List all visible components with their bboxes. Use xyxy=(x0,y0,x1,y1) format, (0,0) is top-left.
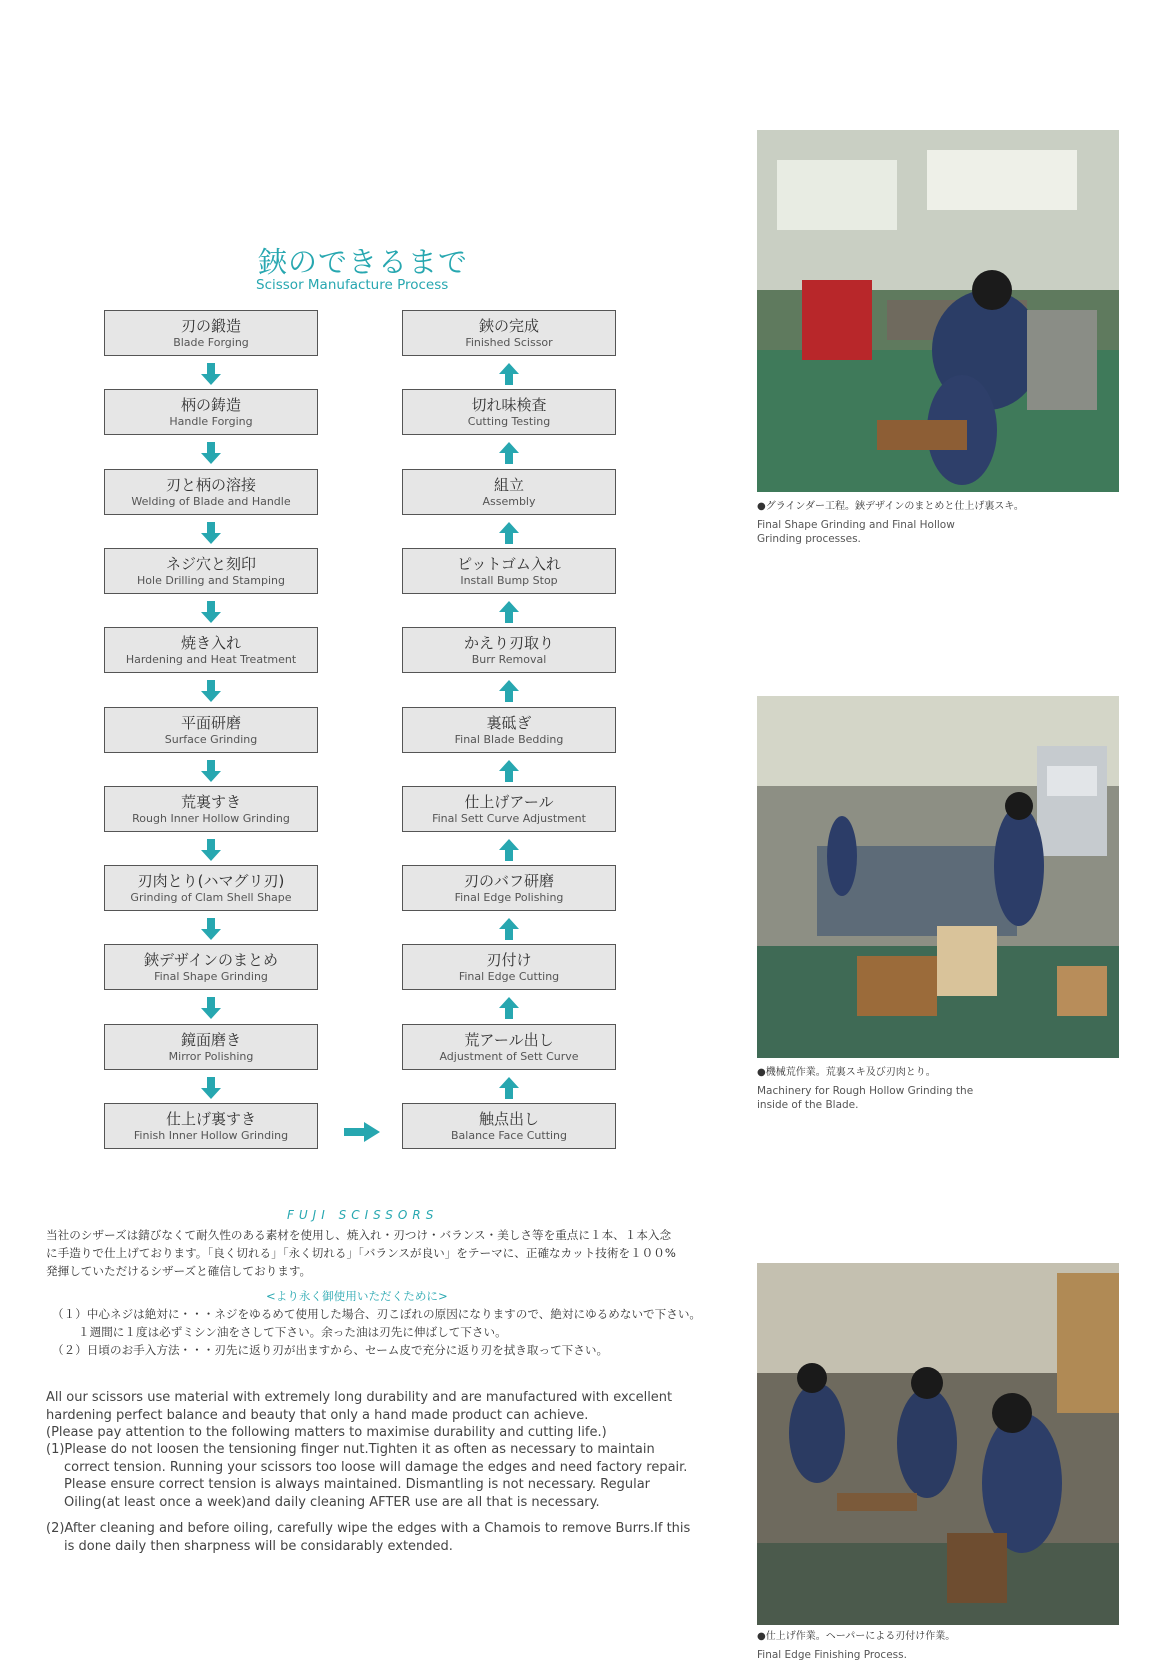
english-intro: All our scissors use material with extremely long durability and are manufactured with excellent hardening perfect balance and beauty that only a hand made product can achieve. xyxy=(46,1390,673,1423)
step-label-en: Finished Scissor xyxy=(465,336,553,349)
step-label-jp: ネジ穴と刻印 xyxy=(165,555,256,573)
process-step-left xyxy=(104,707,318,753)
arrow-up-icon xyxy=(499,522,519,544)
step-label-en: Hole Drilling and Stamping xyxy=(137,574,285,587)
photo-caption-jp: ●機械荒作業。荒裏スキ及び刃肉とり。 xyxy=(757,1067,936,1078)
process-step-right xyxy=(402,1103,616,1149)
step-label-en: Final Shape Grinding xyxy=(154,970,268,983)
arrow-down-icon xyxy=(201,363,221,385)
step-label-en: Grinding of Clam Shell Shape xyxy=(130,891,292,904)
step-label-jp: 鋏の完成 xyxy=(478,317,539,335)
step-label-jp: 裏砥ぎ xyxy=(486,714,532,732)
step-label-jp: 鏡面磨き xyxy=(180,1031,241,1049)
step-label-jp: 触点出し xyxy=(478,1110,539,1128)
arrow-up-icon xyxy=(499,442,519,464)
step-label-en: Adjustment of Sett Curve xyxy=(439,1050,579,1063)
photo-caption-jp: ●仕上げ作業。ヘーパーによる刃付け作業。 xyxy=(757,1631,956,1642)
care-item: （２）日頃のお手入方法・・・刃先に返り刃が出ますから、セーム皮で充分に返り刃を拭き取って下さい。 xyxy=(52,1343,609,1357)
step-label-en: Mirror Polishing xyxy=(168,1050,254,1063)
step-label-en: Assembly xyxy=(482,495,536,508)
process-step-right xyxy=(402,865,616,911)
step-label-jp: 組立 xyxy=(493,476,524,494)
step-label-en: Handle Forging xyxy=(169,415,253,428)
step-label-en: Final Edge Cutting xyxy=(458,970,560,983)
step-label-en: Blade Forging xyxy=(173,336,249,349)
step-label-jp: 鋏デザインのまとめ xyxy=(144,951,278,969)
arrow-down-icon xyxy=(201,601,221,623)
step-label-en: Burr Removal xyxy=(471,653,547,666)
arrow-right-icon xyxy=(344,1122,380,1142)
english-care-1: (1)Please do not loosen the tensioning finger nut.Tighten it as often as necessary to maintain correct tension. Running your scissors too loose will damage the edges and need factory repair. Please ensure correct tension is always maintained. Dismantling is not necessary. Regular Oiling(at least once a week)and daily cleaning AFTER use are all that is necessary. xyxy=(46,1442,688,1510)
page-title-jp: 鋏のできるまで xyxy=(258,245,469,279)
step-label-jp: 刃の鍛造 xyxy=(180,317,241,335)
step-label-jp: 仕上げアール xyxy=(464,793,554,811)
english-note: (Please pay attention to the following matters to maximise durability and cutting life.) xyxy=(46,1425,607,1440)
arrow-up-icon xyxy=(499,1077,519,1099)
process-step-right xyxy=(402,786,616,832)
process-step-left xyxy=(104,310,318,356)
arrow-down-icon xyxy=(201,1077,221,1099)
step-label-en: Welding of Blade and Handle xyxy=(131,495,291,508)
arrow-up-icon xyxy=(499,918,519,940)
care-title: <より永く御使用いただくために> xyxy=(266,1289,448,1303)
step-label-jp: ピットゴム入れ xyxy=(457,555,561,573)
process-step-left xyxy=(104,944,318,990)
process-step-right xyxy=(402,1024,616,1070)
intro-jp-paragraph: 当社のシザーズは錆びなくて耐久性のある素材を使用し、焼入れ・刃つけ・バランス・美しさ等を重点に１本、１本入念に手造りで仕上げております。「良く切れる」「永く切れる」「バランスが良い」をテーマに、正確なカット技術を１００%発揮していただけるシザーズと確信しております。 xyxy=(46,1228,676,1278)
photo-caption-en: Final Edge Finishing Process. xyxy=(757,1649,907,1661)
arrow-up-icon xyxy=(499,680,519,702)
arrow-down-icon xyxy=(201,680,221,702)
process-step-right xyxy=(402,389,616,435)
arrow-up-icon xyxy=(499,363,519,385)
arrow-up-icon xyxy=(499,601,519,623)
photo-machinery-room xyxy=(757,696,1119,1058)
care-item: （１）中心ネジは絶対に・・・ネジをゆるめて使用した場合、刃こぼれの原因になりますので、絶対にゆるめないで下さい。１週間に１度は必ずミシン油をさして下さい。余った油は刃先に伸ばして下さい。 xyxy=(52,1307,702,1339)
photo-grinding-workshop xyxy=(757,130,1119,492)
photo-caption-en: Machinery for Rough Hollow Grinding the inside of the Blade. xyxy=(757,1085,974,1111)
step-label-jp: 刃肉とり(ハマグリ刃) xyxy=(137,872,285,890)
arrow-down-icon xyxy=(201,918,221,940)
process-step-left xyxy=(104,865,318,911)
step-label-jp: 平面研磨 xyxy=(180,714,241,732)
process-step-right xyxy=(402,944,616,990)
process-step-right xyxy=(402,707,616,753)
step-label-en: Final Blade Bedding xyxy=(454,733,564,746)
english-care-2: (2)After cleaning and before oiling, carefully wipe the edges with a Chamois to remove Burrs.If this is done daily then sharpness will be considarably extended. xyxy=(46,1521,691,1554)
process-step-left xyxy=(104,627,318,673)
step-label-en: Cutting Testing xyxy=(467,415,551,428)
step-label-jp: 切れ味検査 xyxy=(471,396,547,414)
step-label-jp: 刃のバフ研磨 xyxy=(463,872,554,890)
step-label-jp: 焼き入れ xyxy=(180,634,241,652)
step-label-jp: かえり刃取り xyxy=(463,634,554,652)
photo-caption-en: Final Shape Grinding and Final Hollow Grinding processes. xyxy=(757,519,955,545)
arrow-up-icon xyxy=(499,839,519,861)
step-label-jp: 仕上げ裏すき xyxy=(165,1110,256,1128)
arrow-down-icon xyxy=(201,839,221,861)
process-step-right xyxy=(402,548,616,594)
arrow-down-icon xyxy=(201,442,221,464)
process-step-left xyxy=(104,389,318,435)
arrow-down-icon xyxy=(201,997,221,1019)
process-step-left xyxy=(104,786,318,832)
process-step-left xyxy=(104,469,318,515)
process-step-right xyxy=(402,310,616,356)
arrow-down-icon xyxy=(201,760,221,782)
step-label-en: Final Sett Curve Adjustment xyxy=(432,812,586,825)
step-label-en: Finish Inner Hollow Grinding xyxy=(133,1129,289,1142)
step-label-jp: 荒裏すき xyxy=(180,793,241,811)
step-label-en: Surface Grinding xyxy=(164,733,258,746)
process-step-right xyxy=(402,627,616,673)
page-title-en: Scissor Manufacture Process xyxy=(256,277,449,293)
photo-caption-jp: ●グラインダー工程。鋏デザインのまとめと仕上げ裏スキ。 xyxy=(757,501,1024,512)
arrow-down-icon xyxy=(201,522,221,544)
photo-finishing-bench xyxy=(757,1263,1119,1625)
step-label-jp: 柄の鋳造 xyxy=(180,396,241,414)
step-label-jp: 刃付け xyxy=(486,951,532,969)
step-label-en: Hardening and Heat Treatment xyxy=(125,653,297,666)
arrow-up-icon xyxy=(499,997,519,1019)
step-label-jp: 荒アール出し xyxy=(464,1031,554,1049)
process-step-left xyxy=(104,1024,318,1070)
step-label-en: Balance Face Cutting xyxy=(450,1129,568,1142)
process-step-left xyxy=(104,548,318,594)
step-label-jp: 刃と柄の溶接 xyxy=(165,476,256,494)
arrow-up-icon xyxy=(499,760,519,782)
process-step-right xyxy=(402,469,616,515)
process-step-left xyxy=(104,1103,318,1149)
step-label-en: Final Edge Polishing xyxy=(454,891,564,904)
step-label-en: Install Bump Stop xyxy=(460,574,558,587)
step-label-en: Rough Inner Hollow Grinding xyxy=(132,812,290,825)
brand-heading: FUJI SCISSORS xyxy=(287,1208,439,1222)
